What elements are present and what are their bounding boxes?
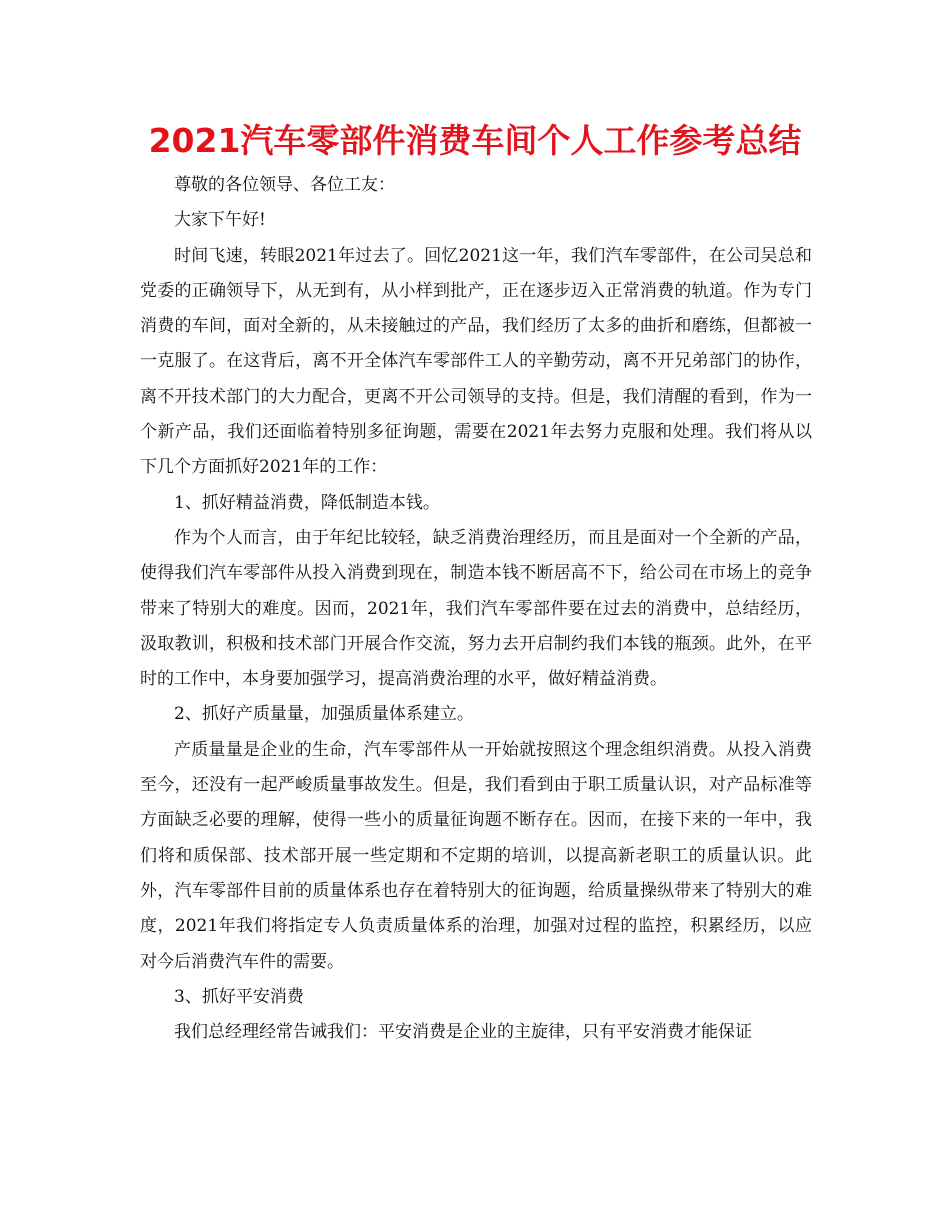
section-heading-2: 2、抓好产质量量，加强质量体系建立。 — [174, 704, 474, 725]
salutation: 尊敬的各位领导、各位工友： — [174, 175, 395, 195]
intro-paragraph: 时间飞速，转眼2021年过去了。回忆2021这一年，我们汽车零部件，在公司吴总和党委的正确领导下，从无到有，从小样到批产，正在逐步迈入正常消费的轨道。作为专门消费的车间，面对全新的，从未接触过的产品，我们经历了太多的曲折和磨练，但都被一一克服了。在这背后，离不开全体汽车零部件工人的辛勤劳动，离不开兄弟部门的协作，离不开技术部门的大力配合，更离不开公司领导的支持。但是，我们清醒的看到，作为一个新产品，我们还面临着特别多征询题，需要在2021年去努力克服和处理。我们将从以下几个方面抓好2021年的工作： — [140, 245, 812, 478]
document-body — [140, 168, 812, 1050]
section-heading-1: 1、抓好精益消费，降低制造本钱。 — [174, 492, 440, 513]
greeting: 大家下午好! — [174, 210, 266, 231]
section-1-paragraph: 作为个人而言，由于年纪比较轻，缺乏消费治理经历，而且是面对一个全新的产品，使得我们汽车零部件从投入消费到现在，制造本钱不断居高不下，给公司在市场上的竞争带来了特别大的难度。因而，2021年，我们汽车零部件要在过去的消费中，总结经历，汲取教训，积极和技术部门开展合作交流，努力去开启制约我们本钱的瓶颈。此外，在平时的工作中，本身要加强学习，提高消费治理的水平，做好精益消费。 — [140, 527, 812, 690]
section-3-paragraph: 我们总经理经常告诫我们：平安消费是企业的主旋律，只有平安消费才能保证 — [174, 1022, 752, 1043]
document-title: 2021汽车零部件消费车间个人工作参考总结 — [148, 121, 802, 160]
section-heading-3: 3、抓好平安消费 — [174, 986, 304, 1007]
section-2-paragraph: 产质量量是企业的生命，汽车零部件从一开始就按照这个理念组织消费。从投入消费至今，还没有一起严峻质量事故发生。但是，我们看到由于职工质量认识，对产品标准等方面缺乏必要的理解，使得一些小的质量征询题不断存在。因而，在接下来的一年中，我们将和质保部、技术部开展一些定期和不定期的培训，以提高新老职工的质量认识。此外，汽车零部件目前的质量体系也存在着特别大的征询题，给质量操纵带来了特别大的难度，2021年我们将指定专人负责质量体系的治理，加强对过程的监控，积累经历，以应对今后消费汽车件的需要。 — [140, 739, 812, 972]
